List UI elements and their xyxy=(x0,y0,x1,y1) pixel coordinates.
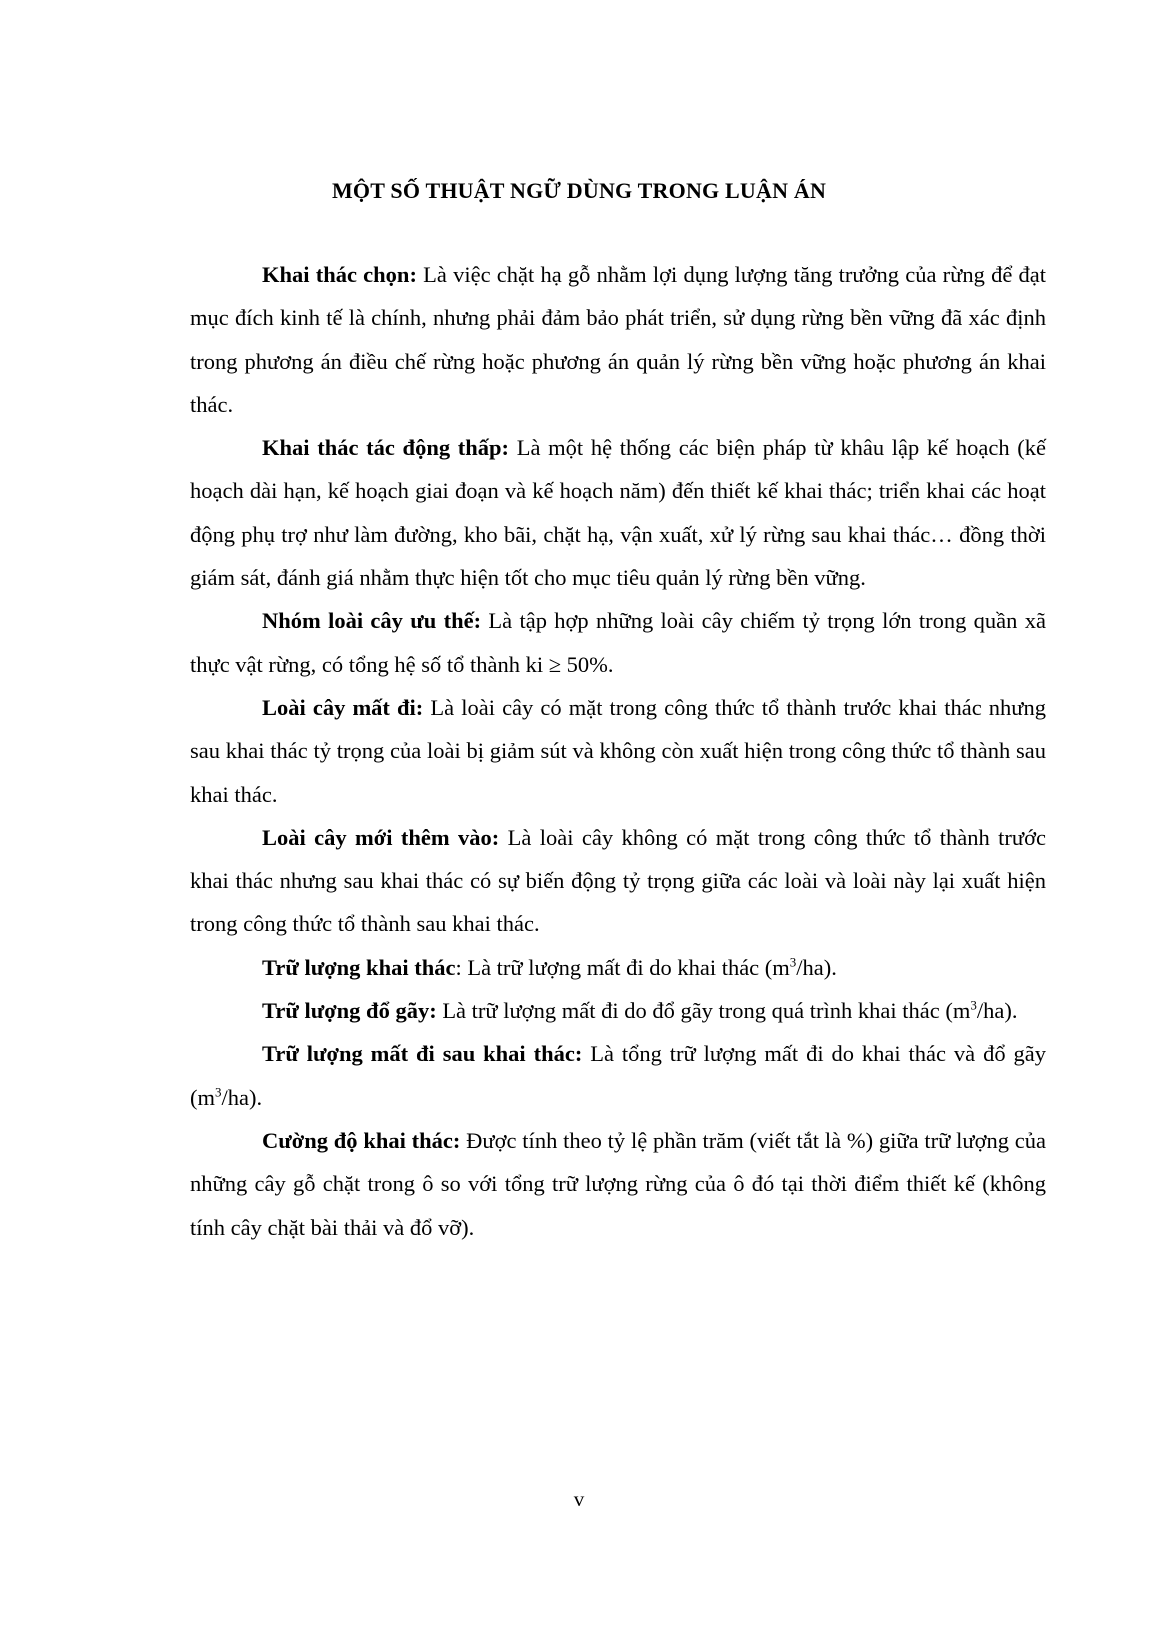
glossary-definition: Được tính theo tỷ lệ phần trăm (viết tắt là %) giữa trữ lượng của những cây gỗ chặt trong ô so với tổng trữ lượng rừng của ô đó tại thời điểm thiết kế (không tính cây chặt bài thải và đổ vỡ). xyxy=(190,1127,1046,1240)
glossary-definition: Là loài cây có mặt trong công thức tổ thành trước khai thác nhưng sau khai thác tỷ trọng của loài bị giảm sút và không còn xuất hiện trong công thức tổ thành sau khai thác. xyxy=(190,694,1046,807)
glossary-term: Loài cây mất đi: xyxy=(262,694,424,720)
glossary-definition-end: /ha). xyxy=(221,1084,263,1110)
glossary-term: Trữ lượng mất đi sau khai thác: xyxy=(262,1041,583,1067)
glossary-entry-tru-luong-do-gay xyxy=(190,989,1046,1032)
glossary-term: Nhóm loài cây ưu thế: xyxy=(262,608,482,634)
glossary-definition: : Là trữ lượng mất đi do khai thác (m xyxy=(455,954,790,980)
superscript: 3 xyxy=(970,997,977,1013)
glossary-entry-loai-cay-mat-di xyxy=(190,686,1046,816)
glossary-definition: Là một hệ thống các biện pháp từ khâu lập kế hoạch (kế hoạch dài hạn, kế hoạch giai đoạn và kế hoạch năm) đến thiết kế khai thác; triển khai các hoạt động phụ trợ như làm đường, kho bãi, chặt hạ, vận xuất, xử lý rừng sau khai thác… đồng thời giám sát, đánh giá nhằm thực hiện tốt cho mục tiêu quản lý rừng bền vững. xyxy=(190,435,1046,591)
glossary-term: Trữ lượng khai thác xyxy=(262,954,456,980)
glossary-definition-end: /ha). xyxy=(976,998,1018,1024)
glossary-definition-end: /ha). xyxy=(796,954,837,980)
glossary-term: Cường độ khai thác: xyxy=(262,1127,461,1153)
glossary-term: Trữ lượng đổ gãy: xyxy=(262,998,437,1024)
glossary-entry-nhom-loai-cay-uu-the xyxy=(190,599,1046,686)
superscript: 3 xyxy=(215,1084,222,1100)
glossary-entry-khai-thac-tac-dong-thap xyxy=(190,426,1046,599)
glossary-entry-khai-thac-chon xyxy=(190,253,1046,426)
glossary-definition: Là tập hợp những loài cây chiếm tỷ trọng lớn trong quần xã thực vật rừng, có tổng hệ số tổ thành ki ≥ 50%. xyxy=(190,608,1046,677)
glossary-entry-cuong-do-khai-thac xyxy=(190,1119,1046,1249)
glossary-definition: Là việc chặt hạ gỗ nhằm lợi dụng lượng tăng trưởng của rừng để đạt mục đích kinh tế là chính, nhưng phải đảm bảo phát triển, sử dụng rừng bền vững đã xác định trong phương án điều chế rừng hoặc phương án quản lý rừng bền vững hoặc phương án khai thác. xyxy=(190,262,1047,417)
glossary-term: Khai thác chọn: xyxy=(262,262,417,287)
glossary-entry-tru-luong-mat-di-sau-khai-thac xyxy=(190,1032,1046,1119)
glossary-definition: Là loài cây không có mặt trong công thức tổ thành trước khai thác nhưng sau khai thác có sự biến động tỷ trọng giữa các loài và loài này lại xuất hiện trong công thức tổ thành sau khai thác. xyxy=(190,824,1046,937)
glossary-definition: Là trữ lượng mất đi do đổ gãy trong quá trình khai thác (m xyxy=(436,998,971,1024)
page-number: v xyxy=(573,1487,585,1511)
page-title: MỘT SỐ THUẬT NGỮ DÙNG TRONG LUẬN ÁN xyxy=(331,178,827,203)
glossary-list xyxy=(190,253,1046,1249)
glossary-term: Loài cây mới thêm vào: xyxy=(262,824,500,850)
glossary-entry-loai-cay-moi-them-vao xyxy=(190,816,1046,946)
glossary-term: Khai thác tác động thấp: xyxy=(262,435,510,461)
superscript: 3 xyxy=(789,954,797,970)
glossary-definition: Là tổng trữ lượng mất đi do khai thác và đổ gãy (m xyxy=(190,1041,1046,1110)
glossary-entry-tru-luong-khai-thac xyxy=(190,946,1046,989)
